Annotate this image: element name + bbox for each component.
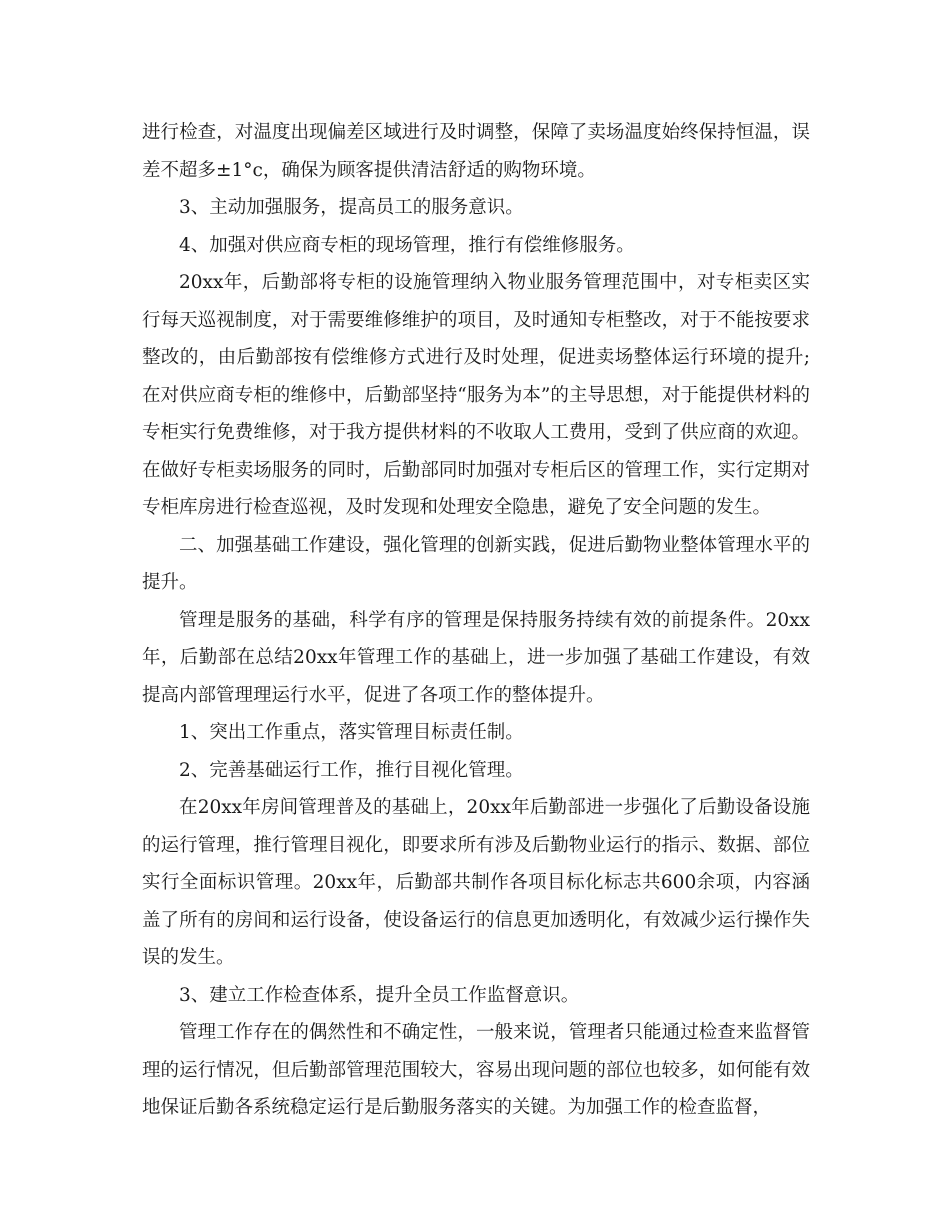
- paragraph: 管理工作存在的偶然性和不确定性，一般来说，管理者只能通过检查来监督管理的运行情况，但后勤部管理范围较大，容易出现问题的部位也较多，如何能有效地保证后勤各系统稳定运行是后勤服务落实的关键。为加强工作的检查监督，: [142, 1022, 810, 1118]
- document-page: [142, 114, 810, 1127]
- section-heading: 二、加强基础工作建设，强化管理的创新实践，促进后勤物业整体管理水平的提升。: [142, 534, 810, 593]
- paragraph: 2、完善基础运行工作，推行目视化管理。: [179, 759, 524, 781]
- paragraph: 20xx年，后勤部将专柜的设施管理纳入物业服务管理范围中，对专柜卖区实行每天巡视制度，对于需要维修维护的项目，及时通知专柜整改，对于不能按要求整改的，由后勤部按有偿维修方式进行及时处理，促进卖场整体运行环境的提升;在对供应商专柜的维修中，后勤部坚持“服务为本”的主导思想，对于能提供材料的专柜实行免费维修，对于我方提供材料的不收取人工费用，受到了供应商的欢迎。在做好专柜卖场服务的同时，后勤部同时加强对专柜后区的管理工作，实行定期对专柜库房进行检查巡视，及时发现和处理安全隐患，避免了安全问题的发生。: [142, 272, 810, 518]
- paragraph: 4、加强对供应商专柜的现场管理，推行有偿维修服务。: [179, 234, 635, 256]
- paragraph: 进行检查，对温度出现偏差区域进行及时调整，保障了卖场温度始终保持恒温，误差不超多±1°c，确保为顾客提供清洁舒适的购物环境。: [142, 122, 810, 181]
- paragraph: 3、主动加强服务，提高员工的服务意识。: [179, 197, 524, 218]
- paragraph: 在20xx年房间管理普及的基础上，20xx年后勤部进一步强化了后勤设备设施的运行管理，推行管理目视化，即要求所有涉及后勤物业运行的指示、数据、部位实行全面标识管理。20xx年，后勤部共制作各项目标化标志共600余项，内容涵盖了所有的房间和运行设备，使设备运行的信息更加透明化，有效减少运行操作失误的发生。: [142, 797, 810, 968]
- paragraph: 3、建立工作检查体系，提升全员工作监督意识。: [179, 984, 580, 1006]
- paragraph: 管理是服务的基础，科学有序的管理是保持服务持续有效的前提条件。20xx年，后勤部在总结20xx年管理工作的基础上，进一步加强了基础工作建设，有效提高内部管理理运行水平，促进了各项工作的整体提升。: [142, 609, 810, 706]
- paragraph: 1、突出工作重点，落实管理目标责任制。: [179, 722, 524, 743]
